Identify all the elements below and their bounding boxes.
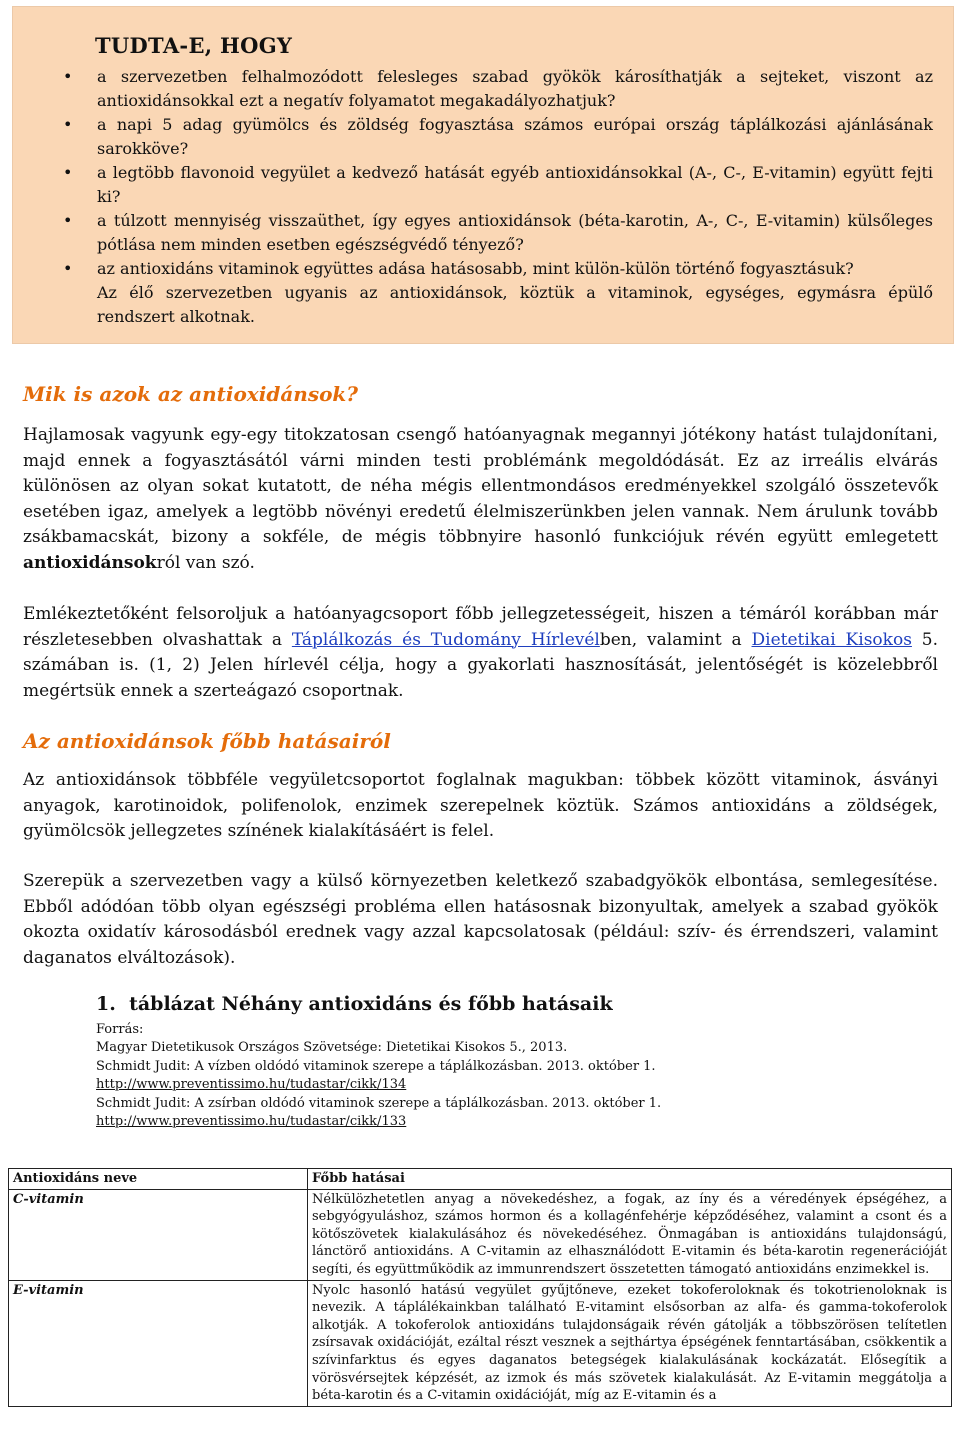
table-row: [9, 1189, 952, 1280]
antioxidant-table: [8, 1168, 952, 1407]
paragraph-text: 5. számában is. (1, 2) Jelen hírlevél célja, hogy a gyakorlati hasznosítását, jelentőségét is közelebbről megértsük ennek a szerteágazó csoportnak.: [23, 629, 939, 701]
did-you-know-box: [12, 6, 954, 344]
paragraph-text: Hajlamosak vagyunk egy-egy titokzatosan csengő hatóanyagnak megannyi jótékony hatást tulajdonítani, majd ennek a fogyasztásától várni minden testi problémánk megoldódását. Ez az irreális elvárás különösen az olyan sokat kutatott, de néha mégis ellentmondásos eredményekkel szolgáló összetevők esetében igaz, amelyek a legtöbb növényi eredetű élelmiszerünkben jelen vannak. Nem árulunk tovább zsákbamacskát, bizony a sokféle, de mégis többnyire hasonló funkciójuk révén együtt emlegetett: [23, 425, 938, 547]
source-url-link[interactable]: http://www.preventissimo.hu/tudastar/cikk/133: [96, 1114, 407, 1130]
paragraph-reminder: [23, 602, 938, 704]
antioxidant-effect: Nélkülözhetetlen anyag a növekedéshez, a fogak, az íny és a véredények épségéhez, a sebgyógyuláshoz, számos hormon és a kollagénfehérje képződéséhez, valamint a csont és a kötőszövetek kialakulásához és növekedéséhez. Önmagában is antioxidáns tulajdonságú, lánctörő antioxidáns. A C-vitamin az elhasználódott E-vitamin és béta-karotin regenerációját segíti, és együttműködik az immunrendszert összetetten támogató antioxidáns enzimekkel is.: [308, 1189, 952, 1280]
source-item: Schmidt Judit: A vízben oldódó vitaminok szerepe a táplálkozásban. 2013. október 1.: [96, 1058, 656, 1074]
paragraph-text: ról van szó.: [156, 552, 255, 573]
section-heading-what-are-antioxidants: Mik is azok az antioxidánsok?: [23, 382, 358, 406]
bold-term: antioxidánsok: [23, 552, 157, 573]
fact-item: • az antioxidáns vitaminok együttes adása hatásosabb, mint külön-külön történő fogyasztásuk?: [97, 257, 933, 281]
fact-item: • a szervezetben felhalmozódott felesleges szabad gyökök károsíthatják a sejteket, viszont az antioxidánsokkal ezt a negatív folyamatot megakadályozhatjuk?: [97, 65, 933, 113]
table-title: táblázat Néhány antioxidáns és főbb hatásaik: [129, 993, 613, 1015]
fact-list: [97, 65, 933, 329]
section-heading-effects: Az antioxidánsok főbb hatásairól: [23, 729, 391, 753]
table-sources: [96, 1021, 661, 1131]
table-row: [9, 1280, 952, 1406]
paragraph-role: Szerepük a szervezetben vagy a külső környezetben keletkező szabadgyökök elbontása, semlegesítése. Ebből adódóan több olyan egészségi probléma ellen hatásosnak bizonyultak, amelyek a szabad gyökök okozta oxidatív károsodásból erednek vagy azzal kapcsolatosak (például: szív- és érrendszeri, valamint daganatos elváltozások).: [23, 871, 938, 968]
fact-item: • a túlzott mennyiség visszaüthet, így egyes antioxidánsok (béta-karotin, A-, C-, E-vitamin) külsőleges pótlása nem minden esetben egészségvédő tényező?: [97, 209, 933, 257]
dietetikai-kisokos-link[interactable]: Dietetikai Kisokos: [751, 629, 912, 650]
paragraph-groups: Az antioxidánsok többféle vegyületcsoportot foglalnak magukban: többek között vitaminok, ásványi anyagok, karotinoidok, polifenolok, enzimek szerepelnek köztük. Számos antioxidáns a zöldségek, gyümölcsök jellegzetes színének kialakításáért is felel.: [23, 770, 938, 841]
fact-item: • a legtöbb flavonoid vegyület a kedvező hatását egyéb antioxidánsokkal (A-, C-, E-vitamin) együtt fejti ki?: [97, 161, 933, 209]
source-url-link[interactable]: http://www.preventissimo.hu/tudastar/cikk/134: [96, 1077, 407, 1093]
table-header-row: [9, 1169, 952, 1190]
table-caption: [96, 993, 613, 1015]
antioxidant-name: C-vitamin: [9, 1189, 308, 1280]
source-item: Schmidt Judit: A zsírban oldódó vitaminok szerepe a táplálkozásban. 2013. október 1.: [96, 1095, 662, 1111]
box-title: TUDTA-E, HOGY: [95, 33, 293, 58]
fact-note: Az élő szervezetben ugyanis az antioxidánsok, köztük a vitaminok, egységes, egymásra épülő rendszert alkotnak.: [97, 283, 933, 326]
column-header-name: Antioxidáns neve: [9, 1169, 308, 1190]
paragraph-text: Emlékeztetőként felsoroljuk a hatóanyagcsoport főbb jellegzetességeit, hiszen a témáról korábban már részletesebben olvashattak a: [23, 604, 938, 650]
antioxidant-name: E-vitamin: [9, 1280, 308, 1406]
newsletter-link[interactable]: Táplálkozás és Tudomány Hírlevél: [291, 629, 600, 650]
paragraph-text: ben, valamint a: [599, 629, 752, 650]
source-label: Forrás:: [96, 1022, 144, 1037]
table-number: 1.: [96, 993, 116, 1015]
column-header-effects: Főbb hatásai: [308, 1169, 952, 1190]
source-item: Magyar Dietetikusok Országos Szövetsége: Dietetikai Kisokos 5., 2013.: [96, 1040, 568, 1056]
fact-item: • a napi 5 adag gyümölcs és zöldség fogyasztása számos európai ország táplálkozási ajánlásának sarokköve?: [97, 113, 933, 161]
paragraph-intro: [23, 423, 938, 576]
antioxidant-effect: Nyolc hasonló hatású vegyület gyűjtőneve, ezeket tokoferoloknak és tokotrienoloknak is nevezik. A táplálékainkban található E-vitamint elsősorban az alfa- és gamma-tokoferolok alkotják. A tokoferolok antioxidáns tulajdonságaik révén gátolják a többszörösen telítetlen zsírsavak oxidációját, ezáltal részt vesznek a sejthártya épségének fenntartásában, csökkentik a szívinfarktus és egyes daganatos betegségek kialakulásának kockázatát. Elősegítik a vörösvérsejtek képzését, az izmok és más szövetek kialakulását. Az E-vitamin meggátolja a béta-karotin és a C-vitamin oxidációját, míg az E-vitamin és a: [308, 1280, 952, 1406]
